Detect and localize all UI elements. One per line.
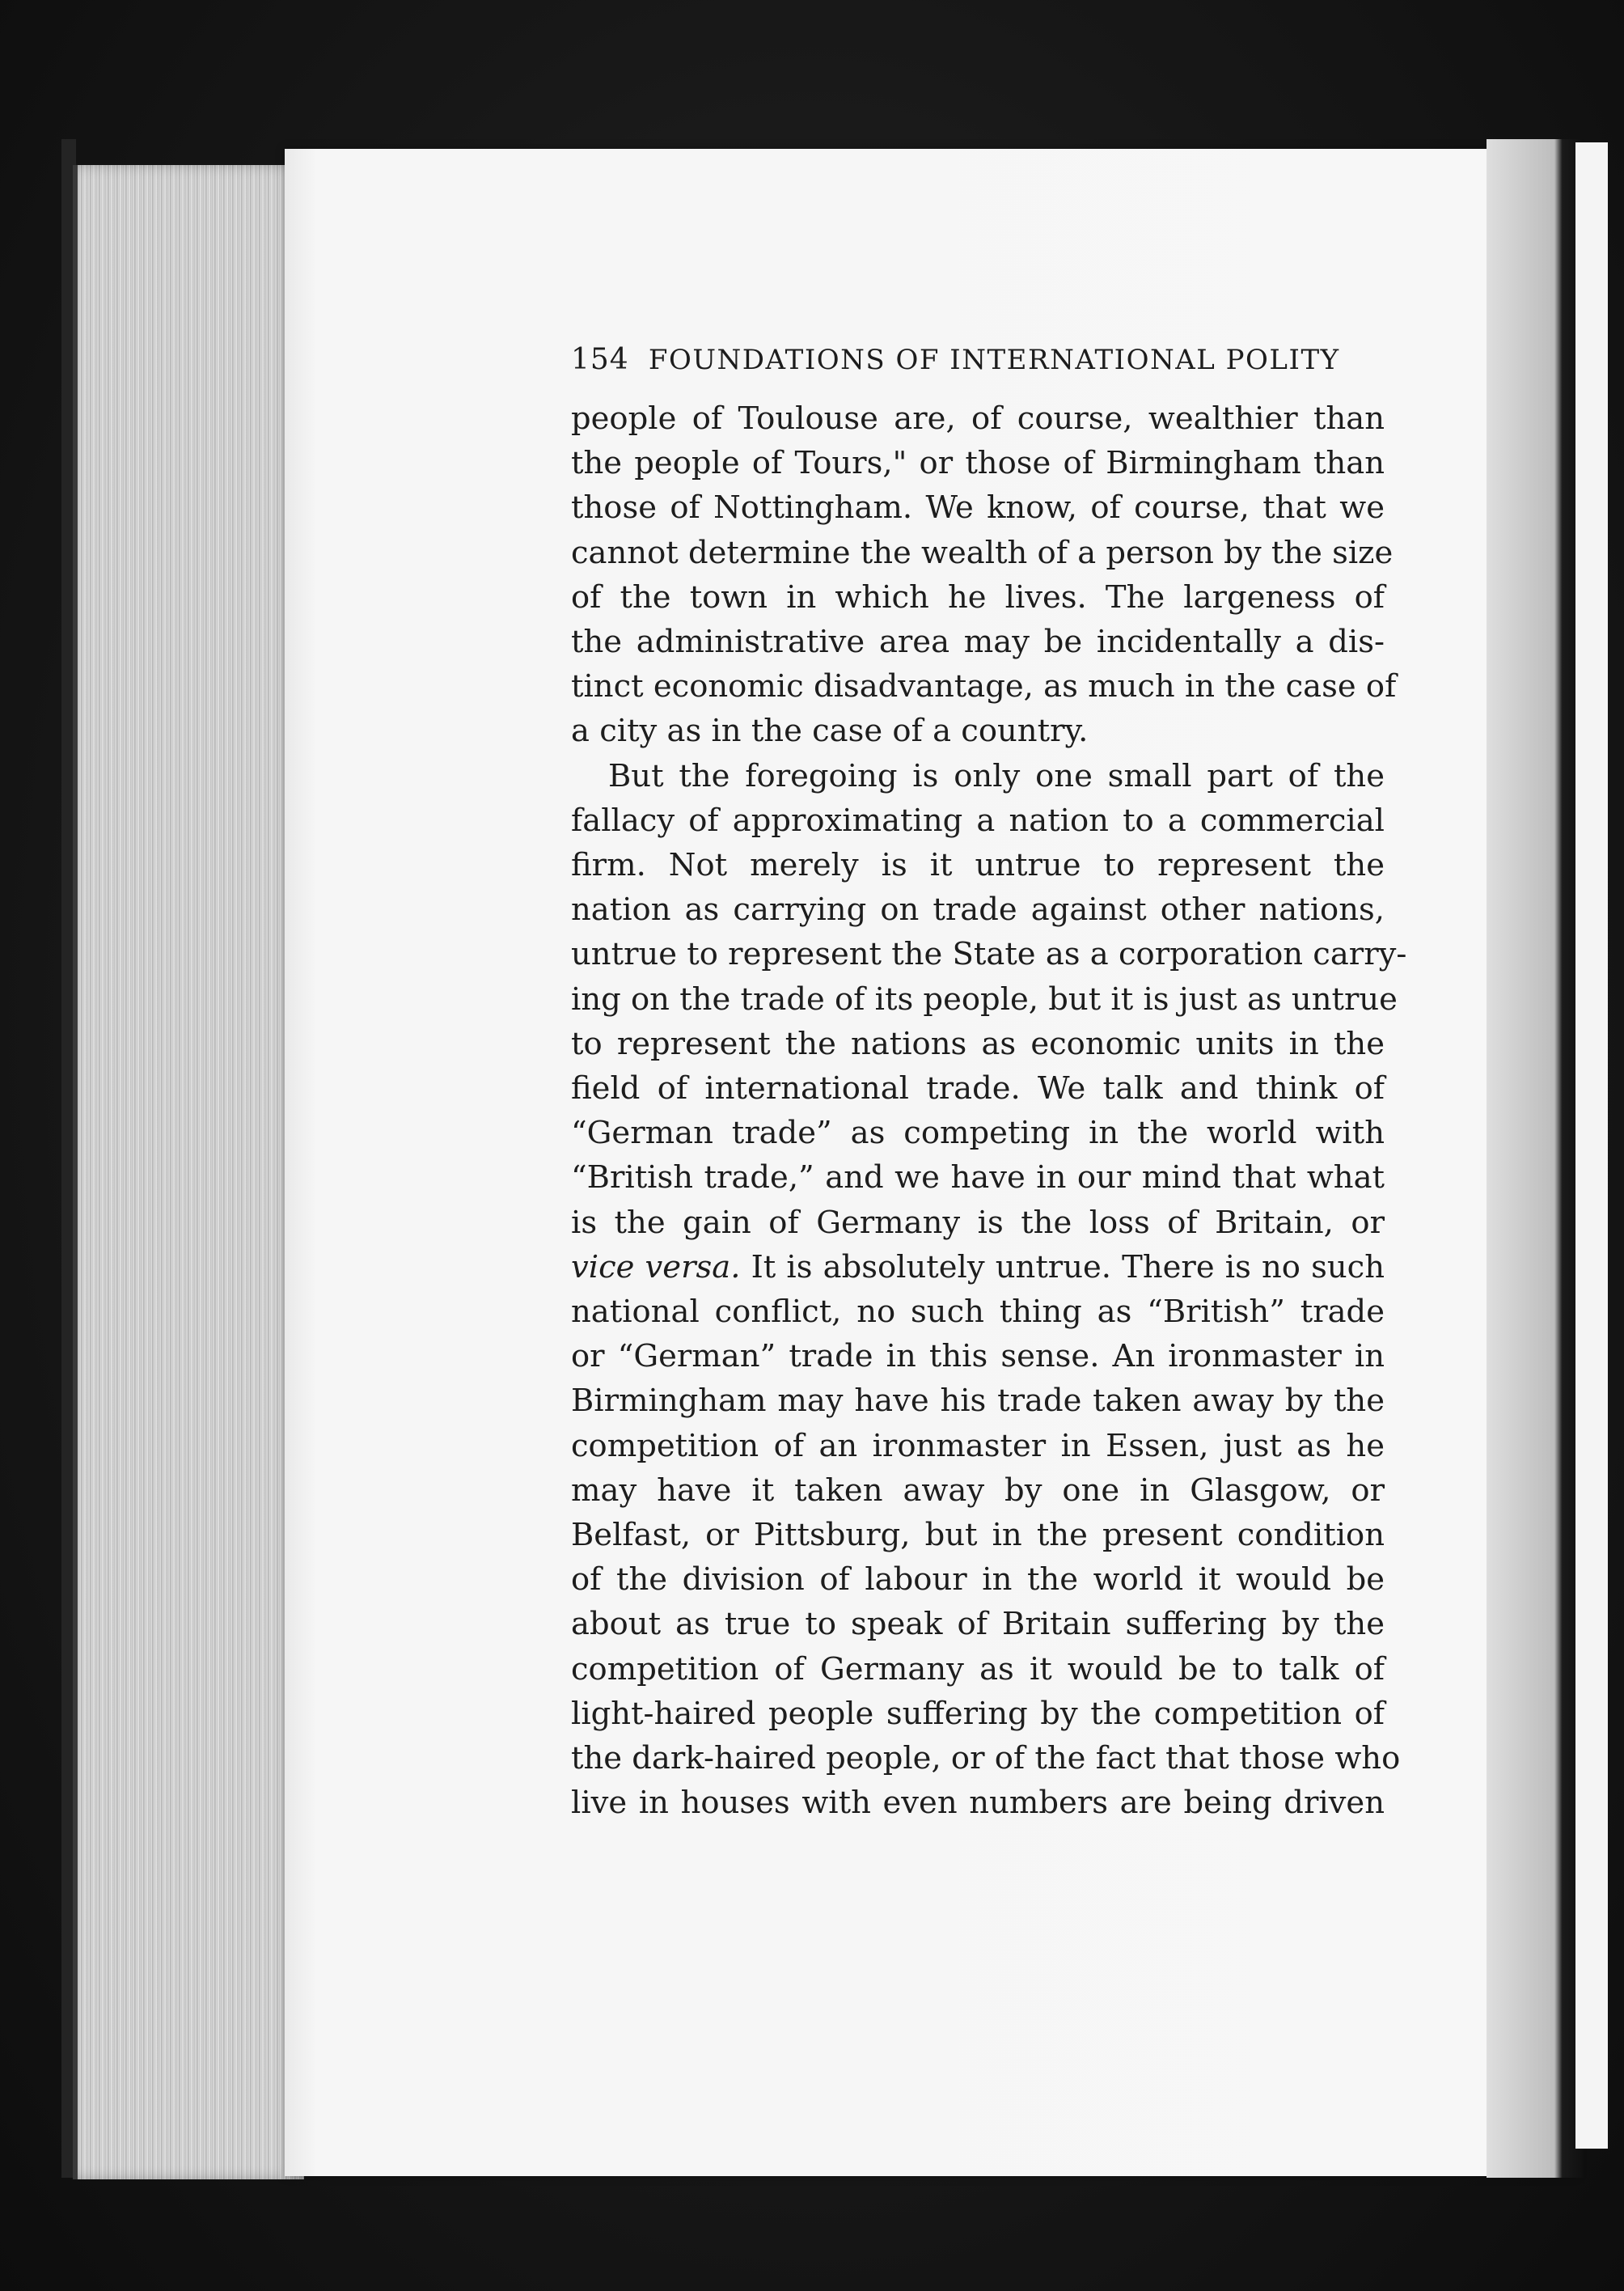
text-line: people of Toulouse are, of course, wealthier than [571, 400, 1385, 437]
page-stack-edge [73, 165, 304, 2179]
text-line: “German trade” as competing in the world with [571, 1115, 1385, 1152]
text-line: live in houses with even numbers are being driven [571, 1785, 1385, 1822]
text-line: fallacy of approximating a nation to a commercial [571, 802, 1385, 839]
text-line: of the division of labour in the world it would be [571, 1561, 1385, 1599]
text-line: Birmingham may have his trade taken away by the [571, 1383, 1385, 1420]
running-title: FOUNDATIONS OF INTERNATIONAL POLITY [648, 344, 1340, 376]
text-line: untrue to represent the State as a corporation carry- [571, 936, 1407, 973]
paragraph-2 [571, 754, 1407, 1826]
text-line: But the foregoing is only one small part of the [608, 757, 1385, 794]
text-line: competition of an ironmaster in Essen, just as he [571, 1427, 1385, 1464]
text-line: to represent the nations as economic units in the [571, 1025, 1385, 1062]
facing-page-edge [1575, 142, 1608, 2149]
text-line: Belfast, or Pittsburg, but in the present condition [571, 1517, 1385, 1554]
page-text [571, 338, 1407, 1826]
paragraph-1 [571, 396, 1397, 754]
text-line: ing on the trade of its people, but it is just as untrue [571, 980, 1398, 1018]
text-line: field of international trade. We talk and think of [571, 1070, 1385, 1107]
text-line: or “German” trade in this sense. An ironmaster in [571, 1338, 1385, 1375]
text-line: of the town in which he lives. The largeness of [571, 578, 1385, 616]
text-line: the people of Tours," or those of Birmingham than [571, 445, 1385, 482]
page-number: 154 [571, 343, 629, 376]
text-line: the dark-haired people, or of the fact that those who [571, 1740, 1401, 1777]
text-line: firm. Not merely is it untrue to represent the [571, 847, 1385, 884]
text-line: “British trade,” and we have in our mind that what [571, 1159, 1385, 1196]
italic-phrase: vice versa. [571, 1248, 741, 1285]
text-line: the administrative area may be incidentally a dis- [571, 624, 1385, 661]
text-line: is the gain of Germany is the loss of Britain, or [571, 1204, 1385, 1241]
text-line: about as true to speak of Britain suffering by the [571, 1606, 1385, 1643]
text-line-italic [571, 1245, 1385, 1289]
text-segment: It is absolutely untrue. There is no such [740, 1248, 1385, 1285]
text-line: may have it taken away by one in Glasgow, or [571, 1472, 1385, 1509]
text-line: nation as carrying on trade against other nations, [571, 891, 1385, 929]
book-gutter [1487, 139, 1584, 2178]
text-line: tinct economic disadvantage, as much in the case of [571, 668, 1397, 705]
text-line: competition of Germany as it would be to talk of [571, 1650, 1385, 1688]
running-head [571, 338, 1385, 382]
text-line: those of Nottingham. We know, of course, that we [571, 489, 1385, 527]
text-line: cannot determine the wealth of a person by the size [571, 534, 1394, 571]
text-line: light-haired people suffering by the competition of [571, 1695, 1385, 1732]
text-line: national conflict, no such thing as “British” trade [571, 1294, 1385, 1331]
text-line: a city as in the case of a country. [571, 713, 1089, 750]
